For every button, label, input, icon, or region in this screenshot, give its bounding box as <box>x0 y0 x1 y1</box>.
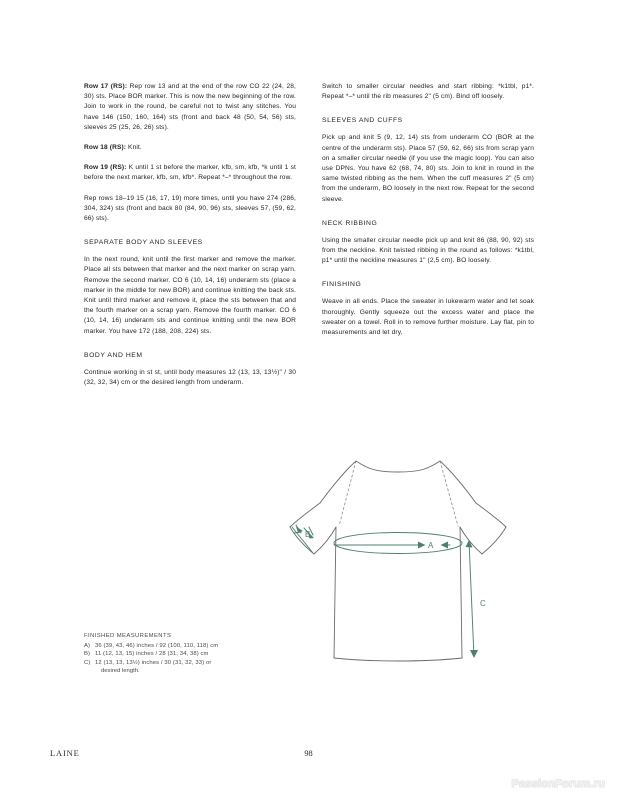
measurement-value: 12 (13, 13, 13½) inches / 30 (31, 32, 33) or <box>95 659 212 666</box>
row17-label: Row 17 (RS): <box>84 83 128 90</box>
ribbing-paragraph: Switch to smaller circular needles and start ribbing: *k1tbl, p1*. Repeat *–* until the rib measures 2" (5 cm). Bind off loosely. <box>322 83 534 101</box>
sweater-schematic-diagram <box>272 428 524 680</box>
measurement-value: 36 (39, 43, 46) inches / 92 (100, 110, 118) cm <box>95 642 219 649</box>
row17-body: Rep row 13 and at the end of the row CO 22 (24, 28, 30) sts. Place BOR marker. This is now the new beginning of the row. Join to work in the round, be careful not to twist any stitches. You have 146 (150, 160, 164) sts (front and back 48 (50, 54, 56) sts, sleeves 25 (25, 26, 26) sts). <box>84 83 296 131</box>
neck-ribbing-paragraph: Using the smaller circular needle pick up and knit 86 (88, 90, 92) sts from the neckline. Knit twisted ribbing in the round as follows: *k1tbl, p1* until the neckline measures 1" (2,5 cm). BO loosely. <box>322 236 534 265</box>
measurement-row <box>84 642 304 651</box>
label-c: C <box>480 599 486 608</box>
heading-neck-ribbing: NECK RIBBING <box>322 219 378 227</box>
measurement-value: 11 (12, 13, 15) inches / 28 (31, 34, 38) cm <box>95 651 209 658</box>
measurement-key: A) <box>84 642 91 649</box>
row19-label: Row 19 (RS): <box>84 164 127 172</box>
measurement-row <box>84 659 304 668</box>
row19-paragraph <box>84 163 296 183</box>
row17-paragraph <box>84 82 296 133</box>
row19-body: K until 1 st before the marker, kfb, sm, kfb, *k until 1 st before the next marker, kfb, sm, kfb*. Repeat *–* throughout the row. <box>84 164 296 182</box>
finished-measurements <box>84 632 304 676</box>
annotation-b-sleeve <box>292 525 314 553</box>
watermark: PassionForum.ru <box>511 778 605 790</box>
annotation-a-chest <box>334 533 462 554</box>
finishing-paragraph: Weave in all ends. Place the sweater in lukewarm water and let soak thoroughly. Gently squeeze out the excess water and place the sweater on a towel. Roll in to remove further moisture. Lay flat, pin to measurements and let dry. <box>322 298 534 337</box>
row18-label: Row 18 (RS): <box>84 144 127 152</box>
finished-measurements-title: FINISHED MEASUREMENTS <box>84 633 172 639</box>
annotation-c-length <box>466 540 479 658</box>
measurement-row <box>84 650 304 659</box>
right-column <box>322 82 534 388</box>
footer-brand: LAINE <box>50 749 80 758</box>
heading-separate-body-and-sleeves: SEPARATE BODY AND SLEEVES <box>84 239 203 247</box>
garment-outline <box>290 461 506 661</box>
label-b: B <box>305 530 311 539</box>
left-column <box>84 82 296 388</box>
measurement-key: B) <box>84 651 91 658</box>
footer-page-number: 98 <box>304 749 313 758</box>
separate-body-paragraph: In the next round, knit until the first marker and remove the marker. Place all sts between that marker and the next marker on scrap yarn. Remove the second marker. CO 6 (10, 14, 16) underarm sts (place a marker in the middle for new BOR) and continue knitting the back sts. Knit until third marker and remove it, place the sts between that and the fourth marker on a scrap yarn. Remove the fourth marker. CO 6 (10, 14, 16) underarm sts and continue knitting until the new BOR marker. You have 172 (188, 208, 224) sts. <box>84 256 296 335</box>
heading-body-and-hem: BODY AND HEM <box>84 351 143 359</box>
row18-body: Knit. <box>126 144 142 152</box>
heading-finishing: FINISHING <box>322 281 362 289</box>
raglan-seam-lines <box>339 461 458 526</box>
row18-paragraph <box>84 143 296 153</box>
text-columns <box>84 82 534 388</box>
measurement-continuation: desired length. <box>101 668 140 675</box>
measurement-annotations <box>292 525 478 658</box>
heading-sleeves-and-cuffs: SLEEVES AND CUFFS <box>322 117 403 125</box>
measurement-key: C) <box>84 659 91 666</box>
rep-rows-paragraph: Rep rows 18–19 15 (16, 17, 19) more times, until you have 274 (286, 304, 324) sts (front and back 80 (84, 90, 96) sts, sleeves 57, (59, 62, 66) sts). <box>84 194 296 223</box>
label-a: A <box>428 541 434 550</box>
sleeves-and-cuffs-paragraph: Pick up and knit 5 (9, 12, 14) sts from underarm CO (BOR at the centre of the underarm sts). Place 57 (59, 62, 66) sts from scrap yarn on a smaller circular needle (if you use the magic loop). You can also use DPNs. You have 62 (68, 74, 80) sts. Join to knit in round in the same twisted ribbing as the hem. When the cuff measures 2" (5 cm) from the underarm, BO loosely in the next row. Repeat for the second sleeve. <box>322 134 534 203</box>
body-and-hem-paragraph: Continue working in st st, until body measures 12 (13, 13, 13½)" / 30 (32, 32, 34) cm or the desired length from underarm. <box>84 368 296 387</box>
